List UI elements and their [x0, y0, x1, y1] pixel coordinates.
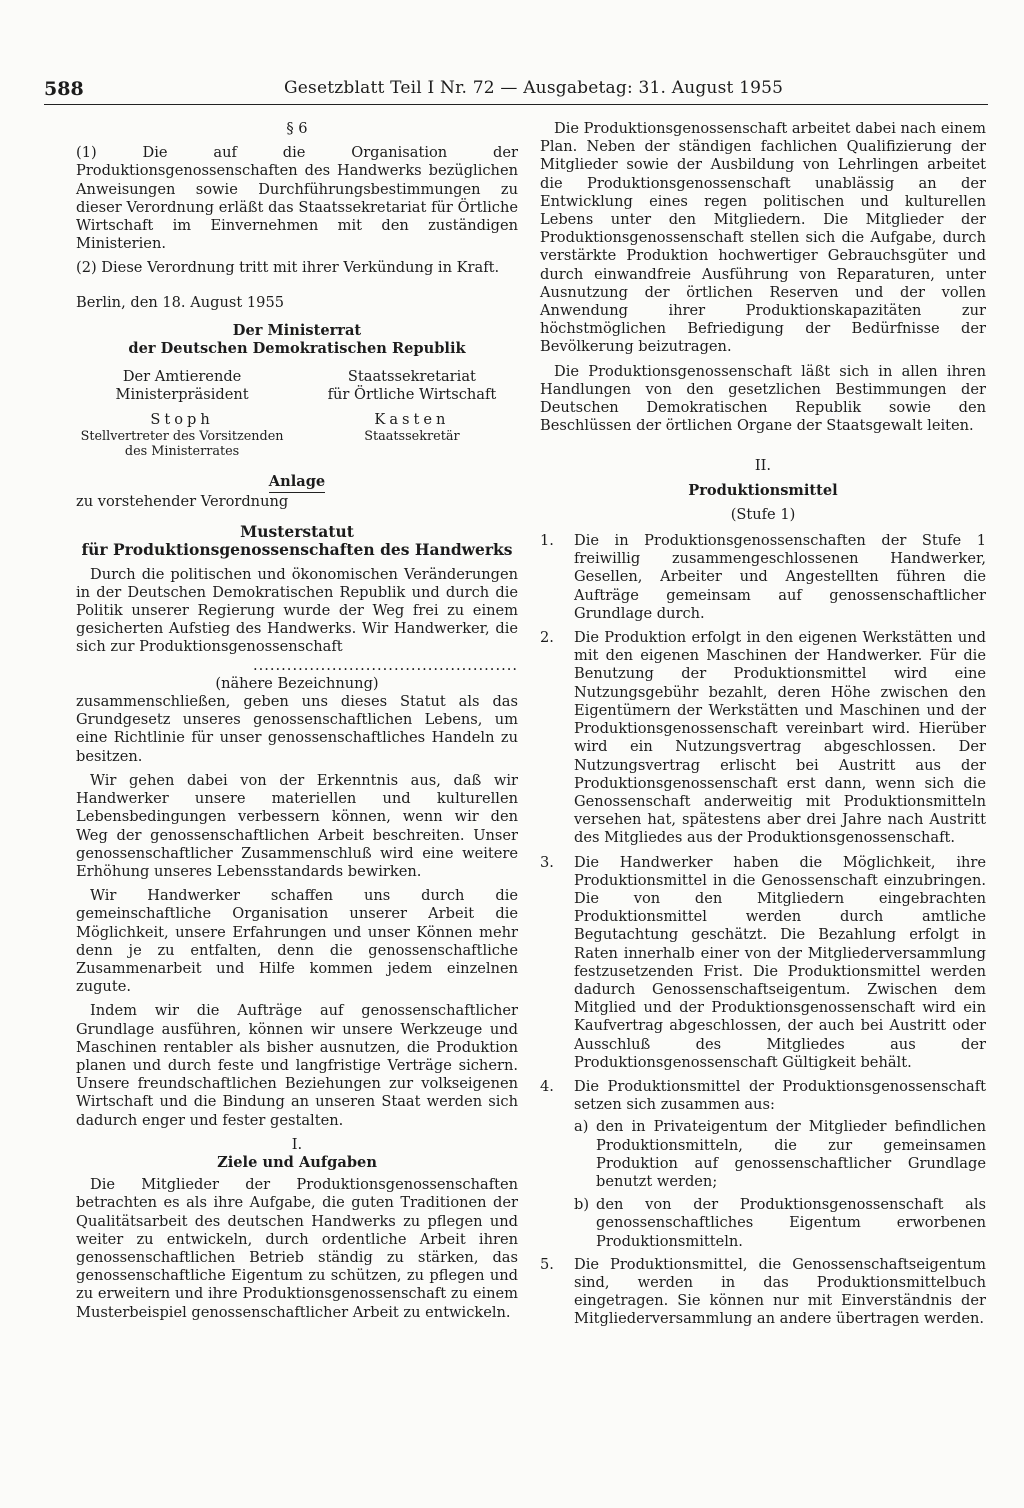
list-item: [540, 1256, 986, 1329]
list-item: [540, 532, 986, 623]
item-text: Die Handwerker haben die Möglichkeit, ihre Produktionsmittel in die Genossenschaft einzubringen. Die von den Mitgliedern eingebrachten Produktionsmittel werden durch amtliche Begutachtung geschätzt. Die Bezahlung erfolgt in Raten innerhalb einer von der Mitgliederversammlung festzusetzenden Frist. Die Produktionsmittel werden dadurch Genossenschaftseigentum. Zwischen dem Mitglied und der Produktionsgenossenschaft wird ein Kaufvertrag abgeschlossen, der auch bei Austritt oder Ausschluß des Mitgliedes aus der Produktionsgenossenschaft Gültigkeit behält.: [574, 853, 986, 1071]
signature-block: [76, 368, 518, 459]
sig-right-role-2: für Örtliche Wirtschaft: [327, 386, 497, 404]
part-2-number: II.: [754, 457, 772, 475]
part-2-title: Produktionsmittel: [688, 481, 838, 499]
intro-paragraph-1a: Durch die politischen und ökonomischen Veränderungen in der Deutschen Demokratischen Republik und durch die Politik unserer Regierung wurde der Weg frei zu einem gesicherten Aufstieg des Handwerks. Wir Handwerker, die sich zur Produktionsgenossenschaft: [76, 565, 518, 656]
left-column: [76, 120, 518, 1328]
council-line-2: der Deutschen Demokratischen Republik: [128, 340, 466, 358]
statute-title-1: Musterstatut: [240, 522, 354, 542]
sig-right-name: Kasten: [374, 410, 450, 428]
sub-item-text: den in Privateigentum der Mitglieder befindlichen Produktionsmitteln, die zur gemeinsamen Produktion auf genossenschaftlicher Grundlage benutzt werden;: [596, 1118, 986, 1190]
sub-item-text: den von der Produktionsgenossenschaft als genossenschaftliches Eigentum erworbenen Produktionsmitteln.: [596, 1196, 986, 1250]
statute-title-2: für Produktionsgenossenschaften des Handwerks: [81, 540, 513, 560]
page-number: 588: [44, 78, 84, 100]
item-number: 5.: [540, 1255, 554, 1273]
anlage-heading: [76, 473, 518, 493]
designation-note: (nähere Bezeichnung): [215, 674, 379, 692]
sig-left-sub-2: des Ministerrates: [124, 443, 240, 459]
sig-left-name: Stoph: [150, 410, 214, 428]
item-text: Die Produktion erfolgt in den eigenen Werkstätten und mit den eigenen Maschinen der Handwerker. Für die Benutzung der Produktionsmittel wird eine Nutzungsgebühr bezahlt, deren Höhe zwischen den Eigentümern der Werkstätten und Maschinen und der Produktionsgenossenschaft vereinbart wird. Hierüber wird ein Nutzungsvertrag abgeschlossen. Der Nutzungsvertrag erlischt bei Austritt aus der Produktionsgenossenschaft erst dann, wenn sich die Genossenschaft anderweitig mit Produktionsmitteln versehen hat, spätestens aber drei Jahre nach Austritt des Mitgliedes aus der Produktionsgenossenschaft.: [574, 629, 986, 847]
intro-paragraph-1b: zusammenschließen, geben uns dieses Statut als das Grundgesetz unseres genossenschaftlichen Lebens, um eine Richtlinie für unser genossenschaftliches Handeln zu besitzen.: [76, 693, 518, 765]
council-line-1: Der Ministerrat: [232, 321, 362, 339]
part-1-title: Ziele und Aufgaben: [217, 1153, 377, 1171]
sig-left-role-2: Ministerpräsident: [115, 386, 249, 404]
part-2-subtitle: (Stufe 1): [730, 505, 796, 523]
designation-dots: ...............................................: [252, 656, 518, 674]
list-item: [540, 1078, 986, 1114]
item-number: 3.: [540, 853, 554, 871]
signature-left: [76, 368, 288, 459]
sig-right-role-1: Staatssekretariat: [347, 368, 476, 386]
item-text: Die Produktionsmittel, die Genossenschaftseigentum sind, werden in das Produktionsmittelbuch eingetragen. Sie können nur mit Einverständnis der Mitgliederversammlung an andere übertragen werden.: [574, 1255, 986, 1328]
sig-right-sub: Staatssekretär: [364, 428, 460, 444]
right-column: [540, 120, 986, 1335]
aims-paragraph-2: Die Produktionsgenossenschaft arbeitet dabei nach einem Plan. Neben der ständigen fachlichen Qualifizierung der Mitglieder sowie der Ausbildung von Lehrlingen arbeitet die Produktionsgenossenschaft unablässig an der Entwicklung eines regen politischen und kulturellen Lebens unter den Mitgliedern. Die Mitglieder der Produktionsgenossenschaft stellen sich die Aufgabe, durch verstärkte Produktion hochwertiger Gebrauchsgüter und durch einwandfreie Ausführung von Reparaturen, unter Ausnutzung der örtlichen Reserven und der vollen Anwendung ihrer Produktionskapazitäten zur höchstmöglichen Befriedigung der Bedürfnisse der Bevölkerung beizutragen.: [540, 120, 987, 356]
intro-paragraph-4: Indem wir die Aufträge auf genossenschaftlicher Grundlage ausführen, können wir unsere Werkzeuge und Maschinen rentabler als bisher ausnutzen, die Produktion planen und durch feste und langfristige Verträge sichern. Unsere freundschaftlichen Beziehungen zur volkseigenen Wirtschaft und die Bindung an unseren Staat werden sich dadurch enger und fester gestalten.: [76, 1002, 518, 1129]
list-item: [540, 629, 986, 847]
section-6-title: § 6: [286, 120, 308, 137]
sub-list-item: [574, 1118, 986, 1191]
anlage-subtitle: zu vorstehender Verordnung: [76, 493, 289, 511]
place-date: Berlin, den 18. August 1955: [76, 293, 285, 311]
part-1-number: I.: [291, 1135, 303, 1153]
intro-paragraph-2: Wir gehen dabei von der Erkenntnis aus, daß wir Handwerker unsere materiellen und kulturellen Lebensbedingungen verbessern können, wenn wir den Weg der genossenschaftlichen Arbeit beschreiten. Unser genossenschaftlicher Zusammenschluß wird eine weitere Erhöhung unseres Lebensstandards bewirken.: [76, 771, 518, 880]
sub-item-letter: a): [574, 1118, 589, 1136]
part-1-paragraph: Die Mitglieder der Produktionsgenossenschaften betrachten es als ihre Aufgabe, die guten Traditionen der Qualitätsarbeit des deutschen Handwerks zu pflegen und weiter zu entwickeln, durch ordentliche Arbeit ihren genossenschaftlichen Betrieb ständig zu stärken, das genossenschaftliche Eigentum zu schützen, zu pflegen und zu erweitern und ihre Produktionsgenossenschaft zu einem Musterbeispiel genossenschaftlicher Arbeit zu entwickeln.: [76, 1176, 518, 1321]
item-number: 4.: [540, 1077, 554, 1095]
item-text: Die in Produktionsgenossenschaften der Stufe 1 freiwillig zusammengeschlossenen Handwerker, Gesellen, Arbeiter und Angestellten führen die Aufträge gemeinsam auf genossenschaftlicher Grundlage durch.: [574, 532, 986, 622]
sig-left-sub-1: Stellvertreter des Vorsitzenden: [80, 428, 284, 444]
intro-paragraph-3: Wir Handwerker schaffen uns durch die gemeinschaftliche Organisation unserer Arbeit die Möglichkeit, unsere Erfahrungen und unser Können mehr denn je zu entfalten, denn die genossenschaftliche Zusammenarbeit und Hilfe kommen jedem einzelnen zugute.: [76, 887, 518, 996]
header-title: Gesetzblatt Teil I Nr. 72 — Ausgabetag: 31. August 1955: [284, 78, 784, 98]
signature-right: [306, 368, 518, 459]
sub-list: [540, 1118, 986, 1250]
item-number: 1.: [540, 532, 554, 550]
list-item: [540, 854, 986, 1072]
sub-list-item: [574, 1196, 986, 1251]
sub-item-letter: b): [574, 1196, 590, 1214]
item-text: Die Produktionsmittel der Produktionsgenossenschaft setzen sich zusammen aus:: [574, 1077, 986, 1114]
section-6-paragraph-2: (2) Diese Verordnung tritt mit ihrer Verkündung in Kraft.: [76, 259, 500, 277]
sig-left-role-1: Der Amtierende: [122, 368, 242, 386]
page-header: [44, 76, 988, 105]
anlage-label: Anlage: [269, 473, 325, 493]
section-6-paragraph-1: (1) Die auf die Organisation der Produktionsgenossenschaften des Handwerks bezüglichen Anweisungen sowie Durchführungsbestimmungen zu dieser Verordnung erläßt das Staatssekretariat für Örtliche Wirtschaft im Einvernehmen mit den zuständigen Ministerien.: [76, 144, 518, 253]
aims-paragraph-3: Die Produktionsgenossenschaft läßt sich in allen ihren Handlungen von den gesetzlichen Bestimmungen der Deutschen Demokratischen Republik sowie den Beschlüssen der örtlichen Organe der Staatsgewalt leiten.: [540, 362, 986, 435]
item-number: 2.: [540, 629, 554, 647]
